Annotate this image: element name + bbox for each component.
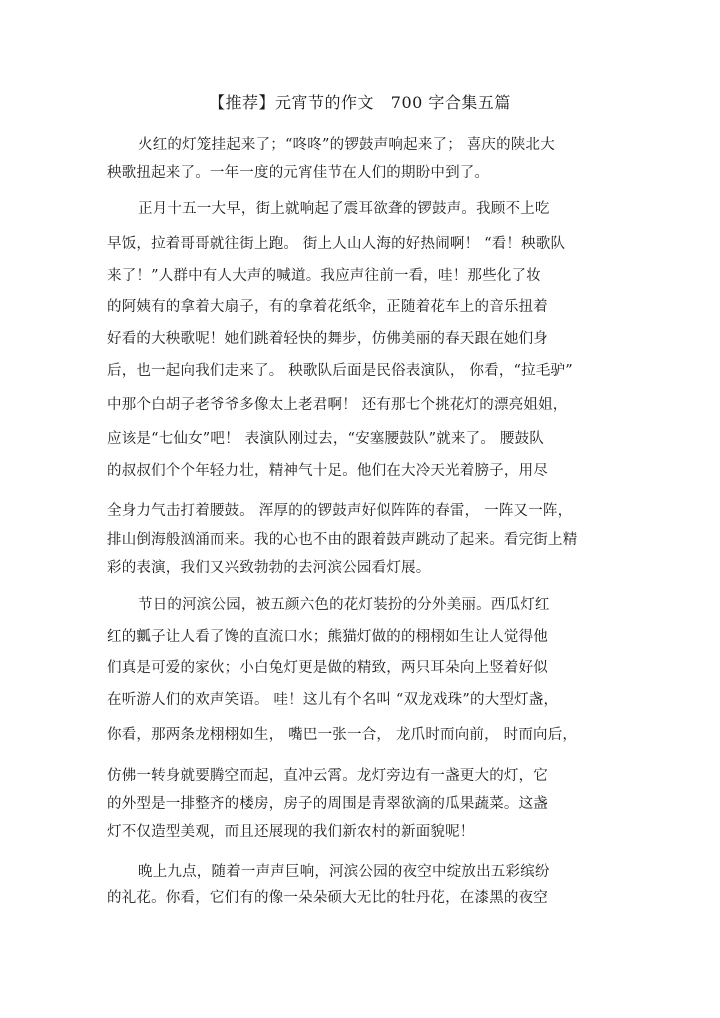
text-line: 全身力气击打着腰鼓。 浑厚的的锣鼓声好似阵阵的春雷， 一阵又一阵， (107, 503, 573, 519)
text-line: 仿佛一转身就要腾空而起，直冲云霄。龙灯旁边有一盏更大的灯，它 (107, 768, 548, 784)
text-line: 们真是可爱的家伙；小白兔灯更是做的精致，两只耳朵向上竖着好似 (107, 660, 548, 676)
text-line: 的阿姨有的拿着大扇子，有的拿着花纸伞，正随着花车上的音乐扭着 (107, 299, 548, 315)
text-line: 秧歌扭起来了。一年一度的元宵佳节在人们的期盼中到了。 (107, 165, 490, 181)
text-line: 的叔叔们个个年轻力壮，精神气十足。他们在大冷天光着膀子，用尽 (107, 463, 548, 479)
text-line: 节日的河滨公园，被五颜六色的花灯装扮的分外美丽。西瓜灯红 (138, 597, 550, 613)
text-line: 应该是“七仙女”吧！ 表演队刚过去，“安塞腰鼓队”就来了。 腰鼓队 (107, 431, 544, 447)
text-line: 在听游人们的欢声笑语。 哇！这儿有个名叫 “双龙戏珠”的大型灯盏， (107, 692, 559, 708)
text-line: 红的瓤子让人看了馋的直流口水；熊猫灯做的的栩栩如生让人觉得他 (107, 629, 548, 645)
text-line: 你看，那两条龙栩栩如生， 嘴巴一张一合， 龙爪时而向前， 时而向后， (107, 727, 578, 743)
text-line: 后，也一起向我们走来了。 秧歌队后面是民俗表演队， 你看，“拉毛驴” (107, 363, 573, 379)
text-line: 早饭，拉着哥哥就往街上跑。 街上人山人海的好热闹啊！ “看！秧歌队 (107, 236, 566, 252)
text-line: 灯不仅造型美观，而且还展现的我们新农村的新面貌呢！ (107, 824, 475, 840)
document-title: 【推荐】元宵节的作文 700 字合集五篇 (209, 93, 511, 112)
text-line: 的外型是一排整齐的楼房，房子的周围是青翠欲滴的瓜果蔬菜。这盏 (107, 796, 548, 812)
text-line: 晚上九点，随着一声声巨响，河滨公园的夜空中绽放出五彩缤纷 (138, 864, 550, 880)
text-line: 的礼花。你看，它们有的像一朵朵硕大无比的牡丹花，在漆黑的夜空 (107, 890, 548, 906)
text-line: 来了！”人群中有人大声的喊道。我应声往前一看，哇！那些化了妆 (107, 268, 541, 284)
text-line: 正月十五一大早，街上就响起了震耳欲聋的锣鼓声。我顾不上吃 (138, 201, 550, 217)
text-line: 排山倒海般汹涌而来。我的心也不由的跟着鼓声跳动了起来。看完街上精 (107, 532, 578, 548)
text-line: 火红的灯笼挂起来了；“咚咚”的锣鼓声响起来了； 喜庆的陕北大 (138, 137, 555, 153)
text-line: 彩的表演，我们又兴致勃勃的去河滨公园看灯展。 (107, 560, 431, 576)
text-line: 好看的大秧歌呢！她们跳着轻快的舞步，仿佛美丽的春天跟在她们身 (107, 331, 548, 347)
text-line: 中那个白胡子老爷爷多像太上老君啊！ 还有那七个挑花灯的漂亮姐姐， (107, 397, 568, 413)
